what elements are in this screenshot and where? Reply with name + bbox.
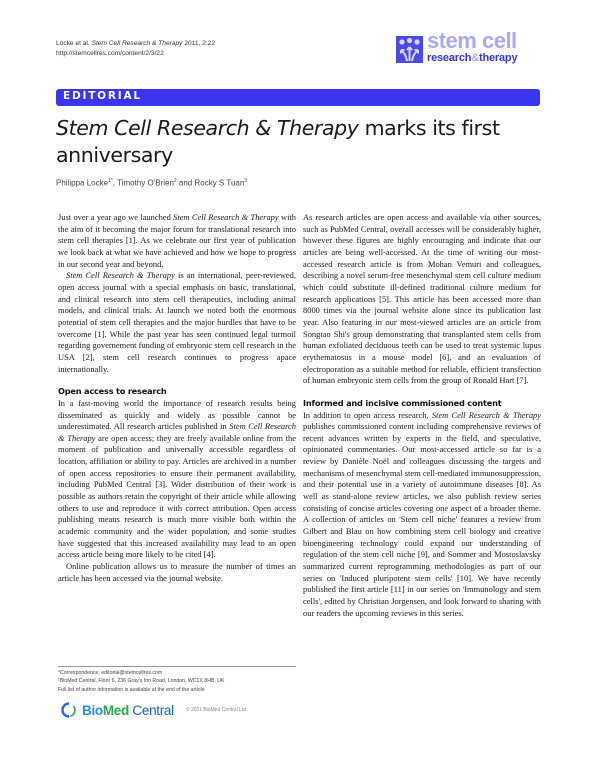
correspondence-note[interactable]: *Correspondence: editorial@stemcellres.com (58, 670, 163, 676)
logo-therapy: therapy (479, 52, 518, 64)
title-rest: marks its first anniversary (56, 116, 500, 167)
citation-header (56, 39, 215, 59)
author-info-note: Full list of author information is available at the end of the article (58, 686, 205, 693)
footnote-divider (58, 666, 296, 667)
text-run: publishes commissioned content including comprehensive reviews of recent advances written by experts in the field, and speculative, opinionated commentaries. Our most-accessed article so far is a review by Danièle Noël and colleagues discussing the targets and mechanisms of mesenchymal stem cell-mediated immunosuppression, and their potential use in a variety of autoimmune diseases [8]. As well as stand-alone review articles, we also publish review series consisting of concise articles covering one aspect of a broader theme. A collection of articles on 'Stem cell niche' features a review from Gilbert and Blau on how combining stem cell biology and creative bioengineering technology could expand our understanding of regulation of the stem cell niche [9], and Sommer and Mostoslavsky summarized current reprogramming methodologies as part of our series on 'Induced pluripotent stem cells' [10]. We have recently published the first article [11] in our series on 'Immunology and stem cells', edited by Christian Jorgensen, and look forward to sharing with our readers the upcoming reviews in this series. (303, 421, 541, 618)
section-label: EDITORIAL (63, 90, 142, 102)
journal-name-italic: Stem Cell Research & Therapy (58, 421, 296, 443)
logo-stem-cell-text: stem cell (427, 28, 517, 53)
body-paragraph (58, 270, 296, 375)
text-run: Just over a year ago we launched (58, 212, 174, 222)
article-title (56, 115, 536, 169)
text-run: with the aim of it becoming the major forum for translational research into stem cell therapies [1]. As we celebrate our first year of publication we look back at what we have achieved and how we hope to progress in our second year and beyond. (58, 212, 296, 269)
text-run: are open access; they are freely available online from the moment of publication and universally accessible regardless of location, affiliation or ability to pay. Articles are archived in a number of open access repositories to ensure their permanent availability, including PubMed Central [3]. Wider distribution of their work is possible as authors retain the copyright of their article while allowing others to use and reproduce it with correct attribution. Open access publishing means research is much more visible both within the academic community and the wider population, and some studies have suggested that this increased availability may lead to an open access article being more likely to be cited [4]. (58, 432, 297, 560)
wordmark-central: Central (128, 703, 174, 718)
author-name[interactable]: Rocky S Tuan (194, 178, 245, 188)
section-label-bar (56, 89, 540, 106)
journal-name-italic: Stem Cell Research & Therapy (431, 409, 541, 420)
publisher-wordmark (82, 702, 174, 719)
section-heading-open-access: Open access to research (58, 386, 167, 397)
section-heading-commissioned-content: Informed and incisive commissioned content (303, 397, 502, 408)
text-run: In a fast-moving world the importance of research results being disseminated as quickly and widely as possible cannot be underestimated. All research articles published in (58, 397, 296, 432)
author-affiliation-mark: 2 (173, 178, 177, 184)
logo-research-therapy-text (427, 52, 517, 64)
article-url[interactable]: http://stemcellres.com/content/2/3/22 (56, 50, 164, 57)
author-separator: and (176, 178, 195, 188)
text-run: In addition to open access research, (303, 409, 432, 420)
logo-ampersand: & (471, 52, 480, 64)
affiliation-note: ¹BioMed Central, Floor 6, 236 Gray's Inn Road, London, WC1X 8HB, UK (58, 678, 225, 685)
body-paragraph: Online publication allows us to measure the number of times an article has been accessed via the journal website. (58, 561, 296, 583)
citation-authors: Locke et al. (56, 40, 90, 47)
journal-name-italic: Stem Cell Research & Therapy (173, 212, 279, 222)
biomed-central-logo-icon (60, 702, 76, 718)
author-name[interactable]: Timothy O'Brien (117, 178, 174, 188)
author-separator: , (112, 178, 118, 188)
footnotes (58, 669, 225, 694)
wordmark-bio: Bio (82, 703, 103, 718)
stem-cell-journal-logo-icon (396, 36, 423, 63)
logo-research: research (427, 52, 472, 64)
copyright-notice: © 2011 BioMed Central Ltd (186, 707, 247, 713)
text-run: is an international, peer-reviewed, open access journal with a special emphasis on basic, translational, and clinical research into stem cell therapeutics, including animal models, and clinical trials. At launch we noted both the enormous potential of stem cell therapies and the major hurdles that have to be overcome [1]. While the past year has seen continued legal turmoil regarding governement funding of embryonic stem cell research in the USA [2], stem cell research continues to progress apace internationally. (58, 270, 297, 374)
body-paragraph: As research articles are open access and available via other sources, such as PubMed Central, overall accesses will be considerably higher, however these figures are highly encouraging and indicate that our articles are being well-accessed. At the time of writing our most-accessed research article is from Mohan Vemuri and colleagues, describing a novel serum-free mesenchymal stem cell culture medium which could substitute ill-defined traditional culture medium for research applications [5]. This article has been accessed more than 8000 times via the journal website alone since its publication last year. Also featuring in our most-viewed articles are an article from Songtao Shi's group demonstrating that transplanted stem cells from human exfoliated deciduous teeth can be used to treat systemic lupus erythematosus in a mouse model [6], and an evaluation of electroporation as a suitable method for reliable, efficient transfection of human embryonic stem cells from the group of Ronald Hart [7]. (303, 212, 541, 386)
journal-logo[interactable] (396, 28, 546, 72)
publisher-logo[interactable] (60, 702, 280, 722)
citation-line (56, 39, 215, 49)
body-column-right (303, 212, 541, 619)
author-affiliation-mark: 3 (244, 178, 248, 184)
wordmark-med: Med (102, 703, 129, 718)
journal-name-italic: Stem Cell Research & Therapy (66, 270, 175, 281)
body-paragraph (303, 410, 541, 620)
body-column-left (58, 212, 296, 584)
body-paragraph (58, 398, 296, 561)
author-affiliation-mark: 1* (108, 178, 113, 184)
citation-year-volume: 2011, 2:22 (184, 40, 215, 47)
title-journal-name: Stem Cell Research & Therapy (56, 116, 359, 140)
body-paragraph (58, 212, 296, 270)
author-name[interactable]: Philippa Locke (56, 178, 109, 188)
citation-journal: Stem Cell Research & Therapy (91, 40, 183, 47)
author-list (56, 178, 247, 188)
